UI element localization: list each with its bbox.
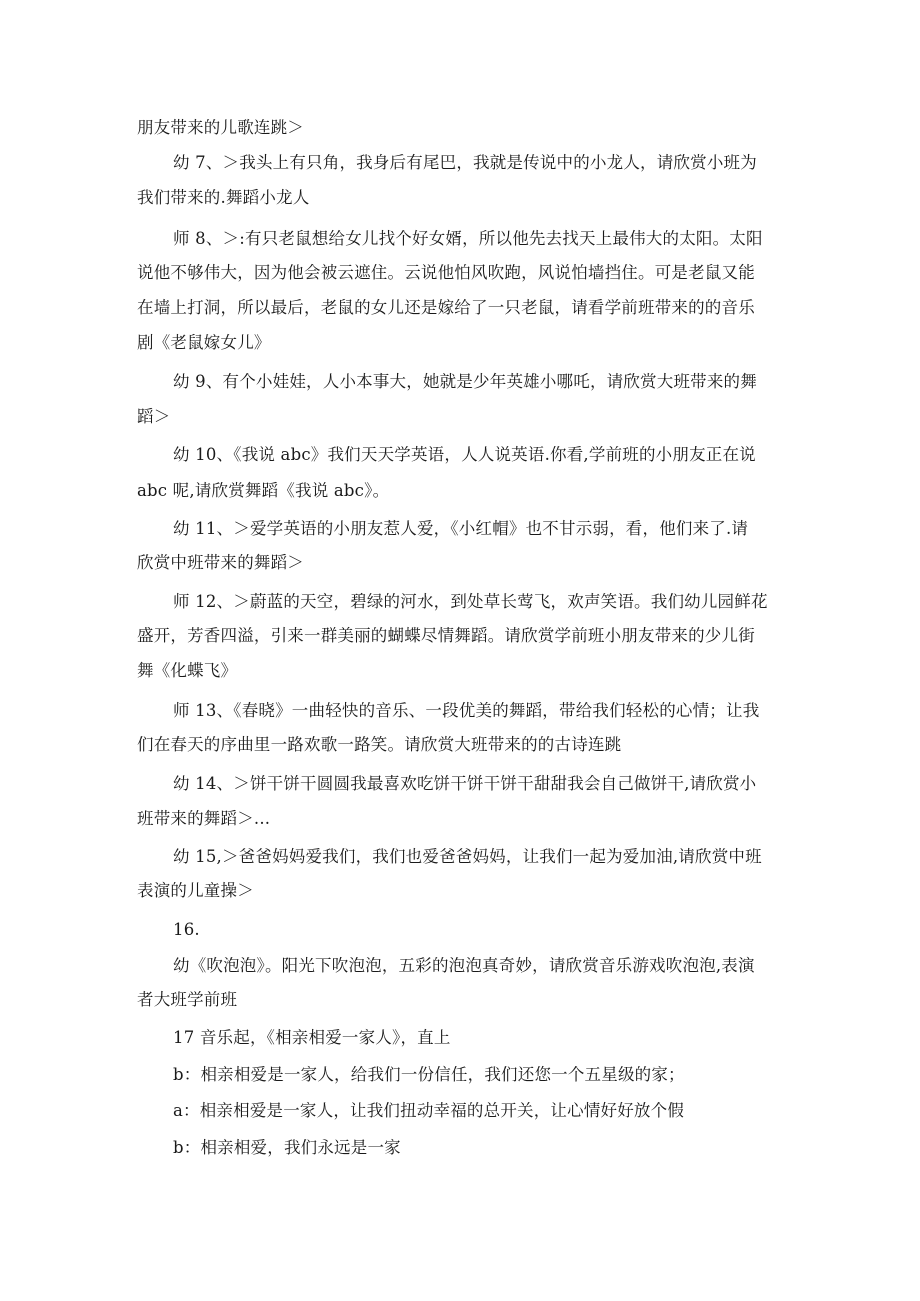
text-line: 班带来的舞蹈＞... [137,809,271,828]
text-line: 师 8、＞:有只老鼠想给女儿找个好女婿，所以他先去找天上最伟大的太阳。太阳 [173,229,763,248]
text-line: 师 13、《春晓》一曲轻快的音乐、一段优美的舞蹈，带给我们轻松的心情；让我 [173,701,760,720]
text-line: 幼 14、＞饼干饼干圆圆我最喜欢吃饼干饼干饼干甜甜我会自己做饼干,请欣赏小 [173,774,757,793]
text-line: 17 音乐起，《相亲相爱一家人》，直上 [173,1028,451,1047]
text-line: 剧《老鼠嫁女儿》 [137,333,271,352]
text-line: 蹈＞ [137,407,171,426]
text-line: 者大班学前班 [137,990,238,1009]
text-line: a：相亲相爱是一家人，让我们扭动幸福的总开关，让心情好好放个假 [173,1101,685,1120]
text-line: 幼 9、有个小娃娃，人小本事大，她就是少年英雄小哪吒，请欣赏大班带来的舞 [173,372,757,391]
text-line: 幼 15,＞爸爸妈妈爱我们，我们也爱爸爸妈妈，让我们一起为爱加油,请欣赏中班 [173,847,762,866]
text-line: 盛开，芳香四溢，引来一群美丽的蝴蝶尽情舞蹈。请欣赏学前班小朋友带来的少儿街 [137,626,755,645]
text-line: 欣赏中班带来的舞蹈＞ [137,553,304,572]
text-line: 我们带来的.舞蹈小龙人 [137,188,310,207]
text-line: 幼《吹泡泡》。阳光下吹泡泡，五彩的泡泡真奇妙，请欣赏音乐游戏吹泡泡,表演 [173,956,755,975]
text-line: 幼 11、＞爱学英语的小朋友惹人爱，《小红帽》也不甘示弱，看，他们来了.请 [173,519,749,538]
text-line: 在墙上打洞，所以最后，老鼠的女儿还是嫁给了一只老鼠，请看学前班带来的的音乐 [137,298,755,317]
text-line: b：相亲相爱是一家人，给我们一份信任，我们还您一个五星级的家； [173,1065,685,1084]
text-line: 16. [173,920,200,939]
text-line: 幼 7、＞我头上有只角，我身后有尾巴，我就是传说中的小龙人，请欣赏小班为 [173,153,757,172]
text-line: abc 呢,请欣赏舞蹈《我说 abc》。 [137,481,390,500]
text-line: 舞《化蝶飞》 [137,661,238,680]
text-line: 朋友带来的儿歌连跳＞ [137,118,304,137]
text-line: 们在春天的序曲里一路欢歌一路笑。请欣赏大班带来的的古诗连跳 [137,735,622,754]
text-line: 表演的儿童操＞ [137,881,254,900]
text-line: 说他不够伟大，因为他会被云遮住。云说他怕风吹跑，风说怕墙挡住。可是老鼠又能 [137,263,755,282]
text-line: 师 12、＞蔚蓝的天空，碧绿的河水，到处草长莺飞，欢声笑语。我们幼儿园鲜花 [173,592,768,611]
text-line: 幼 10、《我说 abc》我们天天学英语，人人说英语.你看,学前班的小朋友正在说 [173,445,756,464]
text-line: b：相亲相爱，我们永远是一家 [173,1138,401,1157]
